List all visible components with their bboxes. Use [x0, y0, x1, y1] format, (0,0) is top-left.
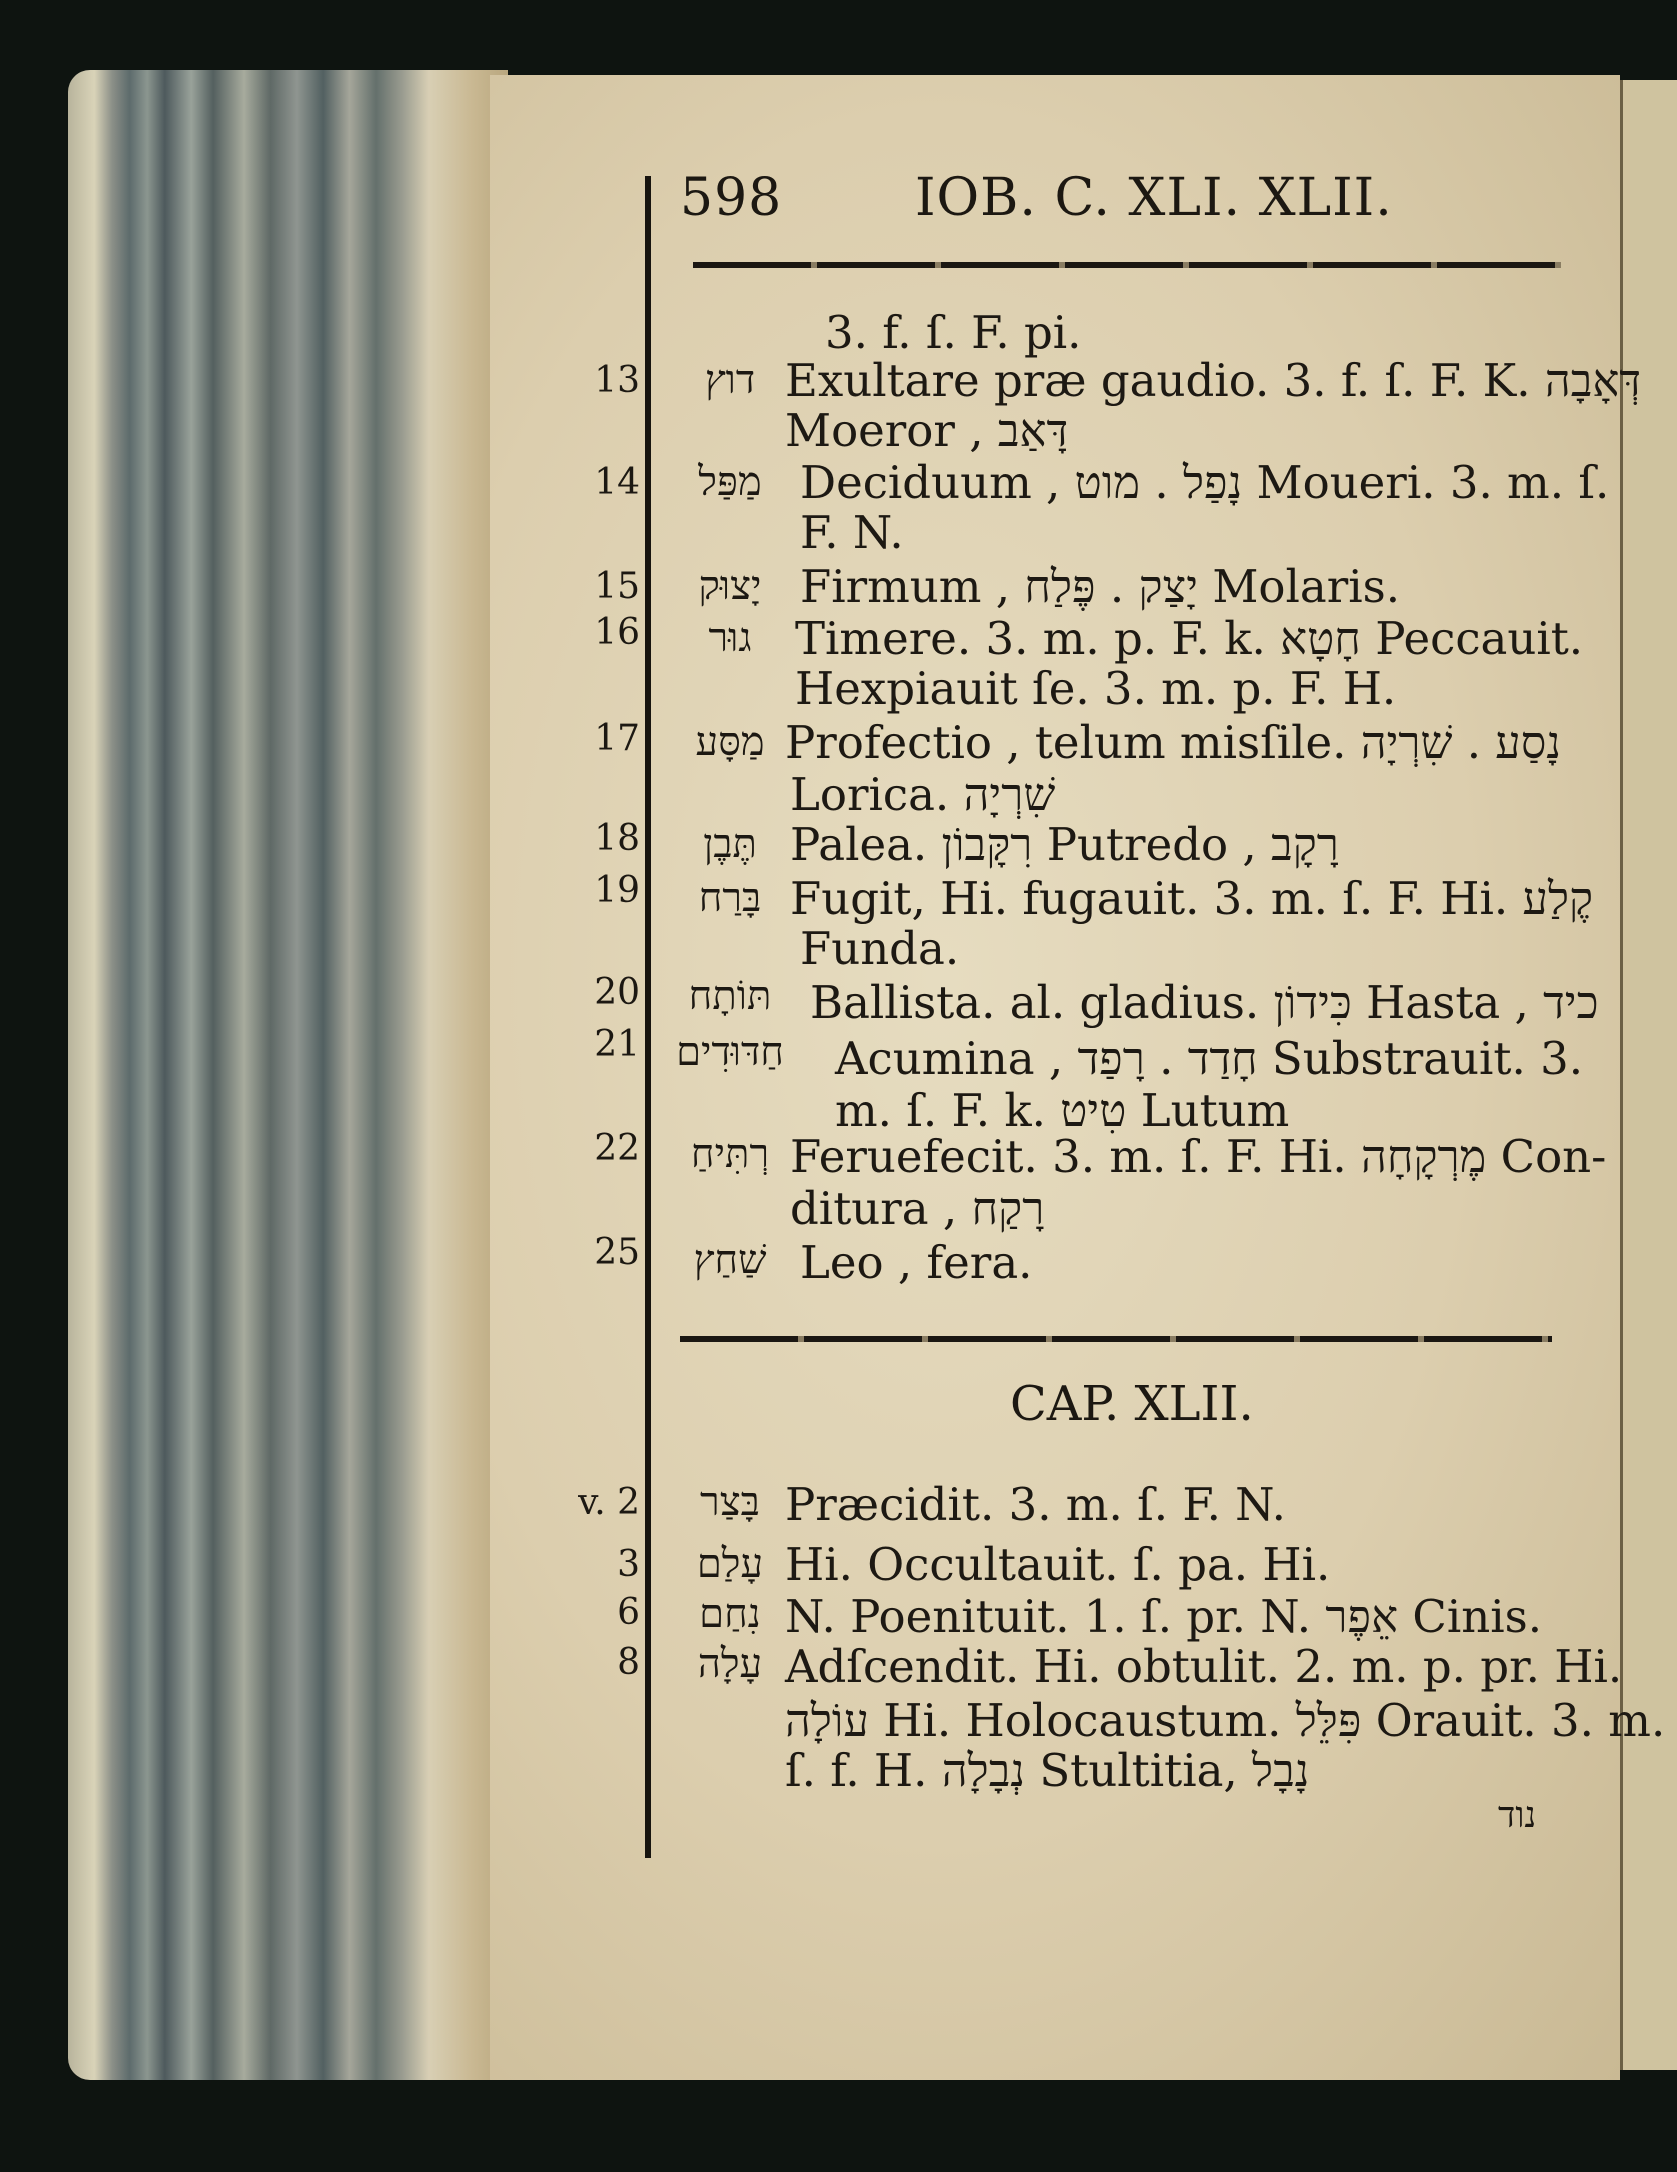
verse-number: 14: [594, 462, 640, 503]
gloss-text: Profectio , telum misſile. נָסַע . שִׁרְיָה: [785, 716, 1562, 769]
verse-number: 8: [617, 1642, 640, 1683]
gloss-text: Lorica. שִׁרְיָה: [790, 768, 1056, 821]
book-page-edges: [68, 70, 508, 2080]
gloss-text: Palea. רִקָּבוֹן Putredo , רָקָב: [790, 818, 1339, 871]
verse-number: 6: [617, 1592, 640, 1633]
hebrew-headword: יָצוּק: [698, 563, 762, 609]
running-title: IOB. C. XLI. XLII.: [915, 168, 1393, 228]
hebrew-headword: שַׁחַץ: [693, 1237, 767, 1283]
gloss-text: עוֹלָה Hi. Holocaustum. פִּלֵּל Orauit. 3. m.: [785, 1694, 1666, 1747]
hebrew-headword: מַפַּל: [698, 459, 762, 505]
hebrew-headword: גוּר: [708, 615, 752, 661]
verse-number: 19: [594, 870, 640, 911]
gloss-text: ſ. f. H. נְבָלָה Stultitia, נָבָל: [785, 1744, 1310, 1797]
gloss-text: Leo , fera.: [800, 1236, 1033, 1289]
hebrew-headword: רְתִּיחַ: [690, 1131, 770, 1177]
gloss-text: Acumina , חָדַד . רָפַד Substrauit. 3.: [835, 1032, 1584, 1085]
page-number: 598: [680, 168, 783, 228]
verse-number: 17: [594, 718, 640, 759]
gloss-text: m. ſ. F. k. טִיט Lutum: [835, 1084, 1290, 1137]
gloss-text: 3. f. ſ. F. pi.: [825, 306, 1082, 359]
gloss-text: Ballista. al. gladius. כִּידוֹן Hasta , כיד: [810, 976, 1599, 1029]
margin-rule: [645, 176, 651, 1858]
gloss-text: Firmum , יָצַק . פֶּלַח Molaris.: [800, 560, 1401, 613]
verse-number: 25: [594, 1232, 640, 1273]
gloss-text: Exultare præ gaudio. 3. f. ſ. F. K. דְּאָבָה: [785, 354, 1642, 407]
gloss-text: Hi. Occultauit. ſ. pa. Hi.: [785, 1538, 1331, 1591]
verse-number: 22: [594, 1128, 640, 1169]
gloss-text: Præcidit. 3. m. ſ. F. N.: [785, 1478, 1286, 1531]
verse-number: 3: [617, 1544, 640, 1585]
chapter-rule: [680, 1336, 1552, 1342]
hebrew-headword: דוץ: [704, 357, 756, 403]
verse-number: 18: [594, 818, 640, 859]
hebrew-headword: עָלָה: [697, 1641, 763, 1687]
gloss-text: Adſcendit. Hi. obtulit. 2. m. p. pr. Hi.: [785, 1640, 1623, 1693]
hebrew-headword: בָּרַח: [698, 875, 762, 921]
gloss-text: Hexpiauit ſe. 3. m. p. F. H.: [795, 662, 1397, 715]
chapter-heading: CAP. XLII.: [1010, 1376, 1254, 1432]
hebrew-headword: מַסָּע: [695, 719, 765, 765]
gloss-text: Funda.: [800, 922, 960, 975]
hebrew-headword: חַדּוּדִים: [676, 1029, 784, 1075]
gloss-text: Deciduum , נָפַל . מוט Moueri. 3. m. ſ.: [800, 456, 1610, 509]
verse-number: v. 2: [578, 1482, 640, 1523]
hebrew-headword: תּוֹתָח: [688, 973, 772, 1019]
hebrew-headword: נִחַם: [699, 1591, 761, 1637]
verse-number: 15: [594, 566, 640, 607]
hebrew-headword: בָּצַר: [700, 1479, 760, 1525]
gloss-text: Fugit, Hi. fugauit. 3. m. ſ. F. Hi. קֶלַע: [790, 872, 1594, 925]
gloss-text: Feruefecit. 3. m. ſ. F. Hi. מֶרְקָחָה Con-: [790, 1130, 1607, 1183]
verse-number: 16: [594, 612, 640, 653]
verse-number: 21: [594, 1024, 640, 1065]
gloss-text: Moeror , דָּאַב: [785, 404, 1069, 457]
catchword: נוד: [1498, 1795, 1537, 1836]
verse-number: 13: [594, 360, 640, 401]
hebrew-headword: תֶּבֶן: [703, 821, 757, 867]
hebrew-headword: עָלַם: [696, 1541, 764, 1587]
gloss-text: N. Poenituit. 1. ſ. pr. N. אֵפֶר Cinis.: [785, 1590, 1542, 1643]
gloss-text: ditura , רָקַח: [790, 1182, 1045, 1235]
header-rule: [693, 262, 1561, 268]
verse-number: 20: [594, 972, 640, 1013]
gloss-text: F. N.: [800, 506, 904, 559]
gloss-text: Timere. 3. m. p. F. k. חָטָא Peccauit.: [795, 612, 1584, 665]
